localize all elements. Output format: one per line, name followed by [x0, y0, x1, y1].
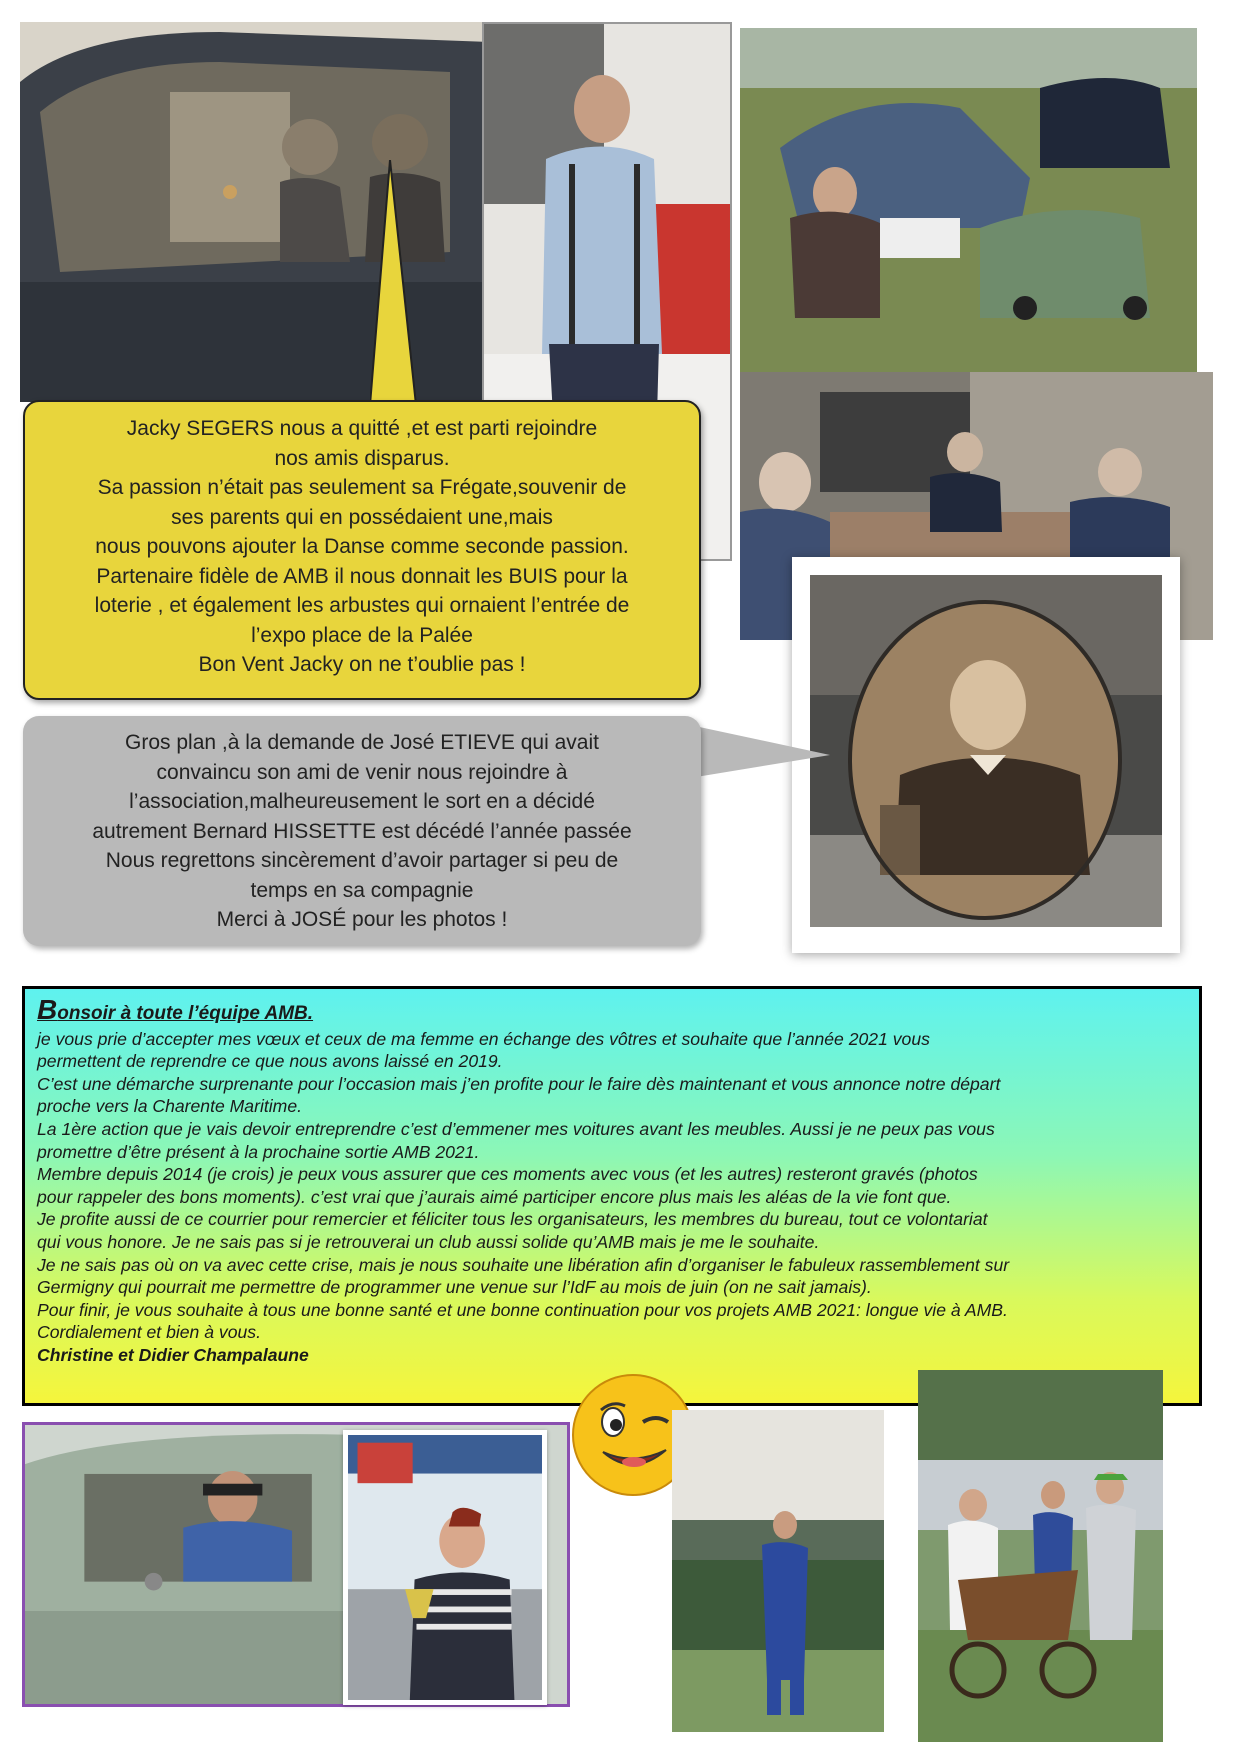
letter-box [22, 986, 1202, 1406]
letter-line: pour rappeler des bons moments). c’est vrai que j’aurais aimé participer encore plus mais les aléas de la vie font que. [37, 1186, 952, 1207]
letter-line: Germigny qui pourrait me permettre de programmer une venue sur l’IdF au mois de juin (on ne sait jamais). [37, 1277, 872, 1298]
tribute-line: Partenaire fidèle de AMB il nous donnait les BUIS pour la [96, 564, 628, 588]
tribute-line: Sa passion n’était pas seulement sa Frégate,souvenir de [97, 476, 627, 499]
gray-bubble-pointer [690, 720, 830, 780]
letter-line: promettre d’être présent à la prochaine sortie AMB 2021. [37, 1141, 480, 1162]
letter-line: La 1ère action que je vais devoir entreprendre c’est d’emmener mes voitures avant les meubles. Aussi je ne peux pas vous [37, 1118, 995, 1139]
tribute-line: convaincu son ami de venir nous rejoindre à [156, 760, 568, 784]
tribute-line: Bon Vent Jacky on ne t’oublie pas ! [198, 653, 526, 676]
tribute-line: autrement Bernard HISSETTE est décédé l’année passée [92, 819, 632, 843]
letter-line: Je profite aussi de ce courrier pour remercier et féliciter tous les organisateurs, les membres du bureau, tout ce volontariat [37, 1209, 988, 1230]
tribute-line: nous pouvons ajouter la Danse comme seconde passion. [95, 535, 629, 558]
tribute-line: ses parents qui en possédaient une,mais [171, 505, 553, 529]
tribute-line: Nous regrettons sincèrement d’avoir partager si peu de [105, 849, 619, 872]
letter-line: Je ne sais pas où on va avec cette crise, mais je nous souhaite une libération afin d’organiser le fabuleux rassemblement sur [37, 1254, 1010, 1275]
tribute-line: temps en sa compagnie [250, 878, 474, 902]
letter-line: proche vers la Charente Maritime. [37, 1096, 302, 1117]
tribute-line: Jacky SEGERS nous a quitté ,et est parti rejoindre [126, 417, 598, 440]
letter-line: je vous prie d’accepter mes vœux et ceux de ma femme en échange des vôtres et souhaite que l’année 2021 vous [37, 1028, 930, 1049]
photo-car-meeting-field [740, 28, 1197, 372]
letter-line: qui vous honore. Je ne sais pas si je retrouverai un club aussi solide qu’AMB mais je me le souhaite. [37, 1231, 820, 1252]
photo-men-cart [918, 1370, 1163, 1742]
tribute-line: Gros plan ,à la demande de José ETIEVE qui avait [125, 731, 599, 754]
photo-sepia-portrait [810, 575, 1162, 927]
letter-line: Cordialement et bien à vous. [37, 1322, 261, 1343]
tribute-line: l’association,malheureusement le sort en a décidé [129, 790, 595, 813]
portrait-polaroid [792, 557, 1180, 953]
photo-woman-trophy [343, 1430, 547, 1705]
tribute-line: Merci à JOSÉ pour les photos ! [216, 908, 508, 931]
letter-signature: Christine et Didier Champalaune [37, 1344, 309, 1365]
letter-line: C’est une démarche surprenante pour l’occasion mais j’en profite pour le faire dès maintenant et vous annonce notre départ [37, 1073, 1001, 1094]
photo-man-overalls [672, 1410, 884, 1732]
tribute-line: nos amis disparus. [274, 446, 450, 470]
tribute-line: loterie , et également les arbustes qui ornaient l’entrée de [94, 594, 630, 617]
yellow-bubble-pointer [370, 160, 420, 405]
tribute-line: l’expo place de la Palée [251, 623, 473, 647]
letter-line: permettent de reprendre ce que nous avons laissé en 2019. [37, 1051, 503, 1072]
greeting-initial: B [37, 994, 58, 1025]
letter-line: Membre depuis 2014 (je crois) je peux vous assurer que ces moments avec vous (et les autres) resteront gravés (photos [37, 1164, 978, 1185]
tribute-bubble-bernard [23, 716, 701, 946]
letter-greeting [37, 994, 1187, 1026]
greeting-text: onsoir à toute l’équipe AMB. [57, 1003, 314, 1024]
tribute-bubble-jacky [23, 400, 701, 700]
letter-line: Pour finir, je vous souhaite à tous une bonne santé et une bonne continuation pour vos projets AMB 2021: longue vie à AMB. [37, 1299, 1008, 1320]
